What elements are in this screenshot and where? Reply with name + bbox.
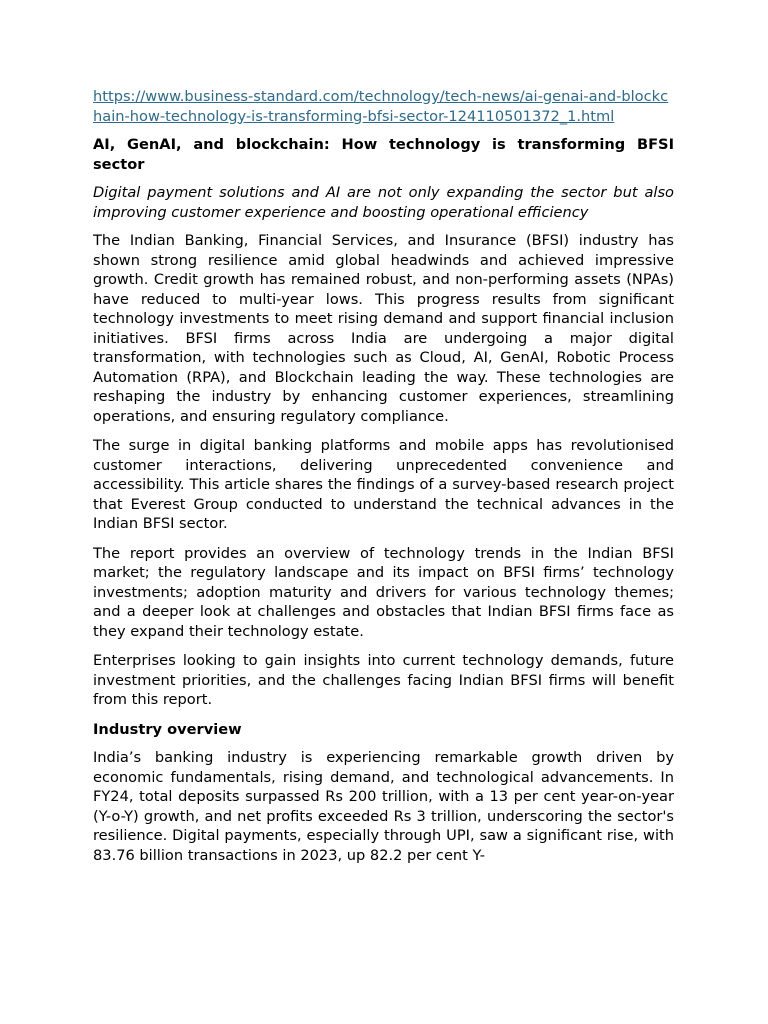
document-page [93,87,674,875]
body-paragraph-3: The report provides an overview of technology trends in the Indian BFSI market; the regulatory landscape and its impact on BFSI firms’ technology investments; adoption maturity and drivers for various technology themes; and a deeper look at challenges and obstacles that Indian BFSI firms face as they expand their technology estate. [93,544,674,640]
article-title: AI, GenAI, and blockchain: How technology is transforming BFSI sector [93,136,674,173]
section-heading: Industry overview [93,720,242,738]
body-paragraph-1: The Indian Banking, Financial Services, and Insurance (BFSI) industry has shown strong resilience amid global headwinds and achieved impressive growth. Credit growth has remained robust, and non-performing assets (NPAs) have reduced to multi-year lows. This progress results from significant technology investments to meet rising demand and support financial inclusion initiatives. BFSI firms across India are undergoing a major digital transformation, with technologies such as Cloud, AI, GenAI, Robotic Process Automation (RPA), and Blockchain leading the way. These technologies are reshaping the industry by enhancing customer experiences, streamlining operations, and ensuring regulatory compliance. [93,232,674,425]
section-paragraph: India’s banking industry is experiencing remarkable growth driven by economic fundamentals, rising demand, and technological advancements. In FY24, total deposits surpassed Rs 200 trillion, with a 13 per cent year-on-year (Y-o-Y) growth, and net profits exceeded Rs 3 trillion, underscoring the sector's resilience. Digital payments, especially through UPI, saw a significant rise, with 83.76 billion transactions in 2023, up 82.2 per cent Y- [93,749,674,864]
body-paragraph-2: The surge in digital banking platforms and mobile apps has revolutionised customer interactions, delivering unprecedented convenience and accessibility. This article shares the findings of a survey-based research project that Everest Group conducted to understand the technical advances in the Indian BFSI sector. [93,437,674,532]
body-paragraph-4: Enterprises looking to gain insights into current technology demands, future investment priorities, and the challenges facing Indian BFSI firms will benefit from this report. [93,652,674,708]
article-subtitle: Digital payment solutions and AI are not only expanding the sector but also improving customer experience and boosting operational efficiency [93,184,674,221]
source-link[interactable]: https://www.business-standard.com/technology/tech-news/ai-genai-and-blockchain-how-technology-is-transforming-bfsi-sector-124110501372_1.html [93,88,669,125]
